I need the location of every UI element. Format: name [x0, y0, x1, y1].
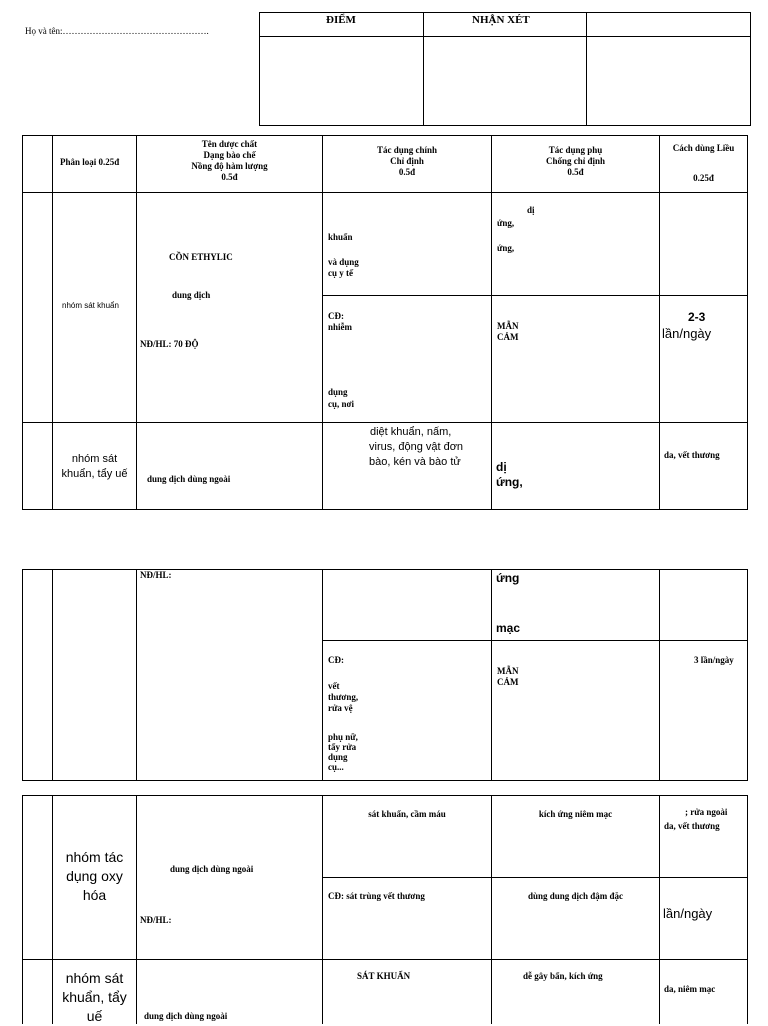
header-category: Phân loại 0.25đ	[60, 157, 120, 167]
row4-side-bottom: dùng dung dịch đậm đặc	[527, 891, 624, 901]
row4-side-top: kích ứng niêm mạc	[538, 809, 613, 819]
row5-category: nhóm sát khuẩn, tẩy uế	[62, 970, 127, 1024]
row1-concentration: NĐ/HL: 70 ĐỘ	[140, 339, 199, 349]
row1-dosage-times: 2-3	[688, 310, 706, 324]
row3-concentration: NĐ/HL:	[140, 570, 172, 580]
row2-side: dị ứng,	[496, 460, 523, 489]
row4-form: dung dịch dùng ngoài	[170, 864, 254, 874]
row2-form: dung dịch dùng ngoài	[147, 474, 231, 484]
score-header: ĐIỂM	[326, 14, 356, 26]
row1-effect-bottom-2: dụng cụ, nơi	[328, 387, 354, 409]
row3-effect-2: phụ nữ, tẩy rửa dụng cụ...	[328, 732, 358, 772]
header-dosage-points: 0.25đ	[693, 173, 714, 183]
header-main-effect: Tác dụng chính Chỉ định 0.5đ	[376, 145, 438, 177]
row3-side-top-2: mạc	[496, 621, 521, 635]
row4-effect-top: sát khuẩn, cầm máu	[368, 809, 446, 819]
header-side-effect: Tác dụng phụ Chống chỉ định 0.5đ	[545, 145, 606, 177]
row1-effect-top-1: khuẩn	[328, 232, 353, 242]
row3-side-top-1: ứng	[496, 571, 520, 585]
row1-side-top-2: ứng,	[497, 218, 515, 228]
row1-category: nhóm sát khuẩn	[62, 301, 119, 310]
row5-dosage: da, niêm mạc	[664, 984, 716, 994]
row5-side: dễ gây bẩn, kích ứng	[523, 971, 603, 981]
row1-side-bottom: MẪN CẢM	[497, 321, 519, 342]
row2-effect: diệt khuẩn, nấm, virus, động vật đơn bào, kén và bào tử	[369, 426, 464, 468]
row1-effect-bottom-1: CĐ: nhiễm	[328, 311, 353, 332]
name-label: Họ và tên:………………………………………….	[25, 26, 209, 36]
row1-dosage-unit: lần/ngày	[662, 326, 712, 341]
row4-dosage-top-1: ; rửa ngoài	[685, 807, 728, 817]
row5-effect: SÁT KHUẨN	[357, 971, 411, 981]
row2-dosage: da, vết thương	[664, 450, 720, 460]
row1-form: dung dịch	[172, 290, 211, 300]
header-dosage: Cách dùng Liều	[672, 143, 735, 153]
row2-category: nhóm sát khuẩn, tẩy uế	[61, 453, 128, 480]
row4-concentration: NĐ/HL:	[140, 915, 172, 925]
row3-side-bottom: MẪN CẢM	[497, 666, 519, 687]
row1-side-top-1: dị	[527, 205, 535, 215]
row1-side-top-3: ứng,	[497, 243, 515, 253]
row4-dosage-top-2: da, vết thương	[664, 821, 720, 831]
row5-form: dung dịch dùng ngoài	[144, 1011, 228, 1021]
row3-dosage: 3 lần/ngày	[694, 655, 734, 665]
comment-header: NHẬN XÉT	[472, 14, 530, 26]
header-drug-name: Tên dược chất Dạng bào chế Nồng độ hàm lượng 0.5đ	[191, 139, 268, 182]
row4-effect-bottom: CĐ: sát trùng vết thương	[328, 891, 425, 901]
row1-effect-top-2: và dụng cụ y tế	[328, 257, 359, 278]
row1-drug-name: CỒN ETHYLIC	[169, 252, 233, 262]
row3-effect-cd: CĐ:	[328, 655, 344, 665]
row3-effect-1: vết thương, rửa vệ	[328, 681, 359, 713]
row4-dosage-bottom: lần/ngày	[663, 906, 713, 921]
row4-category: nhóm tác dụng oxy hóa	[65, 849, 124, 903]
